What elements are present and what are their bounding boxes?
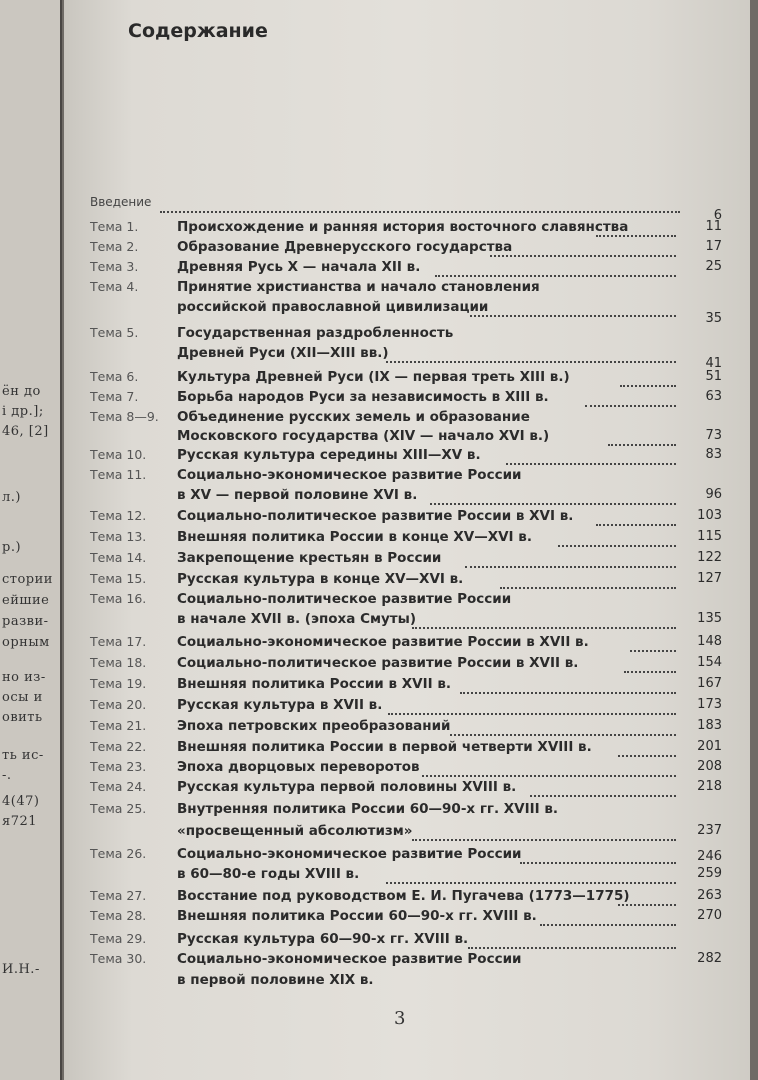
topic-title: Социально-экономическое развитие России: [177, 467, 522, 483]
toc-entry-continuation: [90, 487, 722, 505]
leader-dots: [388, 697, 676, 715]
topic-page: 41: [705, 356, 722, 371]
toc-entry: [90, 801, 722, 819]
toc-entry: [90, 951, 722, 969]
topic-title: Принятие христианства и начало становления: [177, 279, 540, 295]
page-title: Содержание: [128, 20, 268, 42]
prev-page-fragment: і др.];: [2, 404, 44, 419]
toc-entry-continuation: [90, 823, 722, 841]
prev-page-fragment: стории: [2, 572, 53, 587]
leader-dots: [596, 219, 676, 237]
topic-title: Внутренняя политика России 60—90-х гг. XVIII в.: [177, 801, 559, 817]
topic-number: Тема 4.: [90, 279, 139, 294]
topic-page: 51: [705, 369, 722, 384]
leader-dots: [630, 634, 676, 652]
topic-page-2: 259: [697, 866, 722, 881]
toc-entry-continuation: [90, 611, 722, 629]
leader-dots: [490, 239, 676, 257]
topic-title: Эпоха петровских преобразований: [177, 718, 451, 734]
leader-dots: [422, 759, 676, 777]
prev-page-fragment: орным: [2, 635, 50, 650]
topic-title: Борьба народов Руси за независимость в XIII в.: [177, 389, 549, 405]
topic-title: Внешняя политика России в первой четверти XVIII в.: [177, 739, 592, 755]
toc-entry: [90, 279, 722, 297]
toc-entry: [90, 389, 722, 407]
prev-page-fragment: ейшие: [2, 593, 50, 608]
topic-page: 35: [705, 311, 722, 326]
leader-dots: [558, 529, 676, 547]
prev-page-fragment: но из-: [2, 670, 46, 685]
intro-label: Введение: [90, 195, 152, 209]
topic-number: Тема 12.: [90, 508, 147, 523]
topic-number: Тема 27.: [90, 888, 147, 903]
topic-number: Тема 7.: [90, 389, 139, 404]
toc-entry: [90, 467, 722, 485]
topic-title: Русская культура в XVII в.: [177, 697, 383, 713]
toc-entry: [90, 697, 722, 715]
topic-page: 282: [697, 951, 722, 966]
topic-page: 135: [697, 611, 722, 626]
topic-number: Тема 24.: [90, 779, 147, 794]
leader-dots: [618, 888, 676, 906]
toc-entry: [90, 325, 722, 343]
toc-entry-continuation: [90, 972, 722, 990]
topic-number: Тема 15.: [90, 571, 147, 586]
topic-page: 183: [697, 718, 722, 733]
topic-title: Образование Древнерусского государства: [177, 239, 513, 255]
toc-entry-continuation: [90, 428, 722, 446]
toc-page-row: [90, 849, 722, 867]
leader-dots: [435, 259, 676, 277]
leader-dots: [620, 369, 676, 387]
leader-dots: [500, 571, 676, 589]
topic-number: Тема 29.: [90, 931, 147, 946]
previous-page-edge: [0, 0, 62, 1080]
leader-dots: [430, 487, 676, 505]
topic-title: Социально-политическое развитие России: [177, 591, 512, 607]
prev-page-fragment: р.): [2, 540, 22, 555]
topic-number: Тема 26.: [90, 846, 147, 861]
toc-entry: [90, 739, 722, 757]
toc-entry: [90, 219, 722, 237]
topic-number: Тема 10.: [90, 447, 147, 462]
leader-dots: [506, 447, 676, 465]
topic-title: Внешняя политика России 60—90-х гг. XVIII в.: [177, 908, 537, 924]
topic-title: Русская культура в конце XV—XVI в.: [177, 571, 464, 587]
leader-dots: [412, 823, 676, 841]
toc-entry: [90, 908, 722, 926]
topic-title: Эпоха дворцовых переворотов: [177, 759, 420, 775]
topic-page: 127: [697, 571, 722, 586]
topic-title-line2: в первой половине XIX в.: [177, 972, 374, 988]
toc-entry: [90, 529, 722, 547]
topic-title: Социально-политическое развитие России в XVI в.: [177, 508, 574, 524]
topic-number: Тема 25.: [90, 801, 147, 816]
topic-title: Культура Древней Руси (IX — первая треть XIII в.): [177, 369, 570, 385]
topic-number: Тема 3.: [90, 259, 139, 274]
toc-entry: [90, 676, 722, 694]
prev-page-fragment: 46, [2]: [2, 424, 49, 439]
topic-page: 237: [697, 823, 722, 838]
topic-title: Русская культура середины XIII—XV в.: [177, 447, 481, 463]
prev-page-fragment: ть ис-: [2, 748, 44, 763]
topic-number: Тема 22.: [90, 739, 147, 754]
topic-title-line2: Древней Руси (XII—XIII вв.): [177, 345, 389, 361]
topic-title: Древняя Русь X — начала XII в.: [177, 259, 421, 275]
topic-title: Закрепощение крестьян в России: [177, 550, 442, 566]
prev-page-fragment: разви-: [2, 614, 49, 629]
leader-dots: [608, 428, 676, 446]
toc-entry: [90, 409, 722, 427]
topic-title: Социально-политическое развитие России в XVII в.: [177, 655, 579, 671]
topic-page: 148: [697, 634, 722, 649]
topic-number: Тема 19.: [90, 676, 147, 691]
topic-title-line2: в XV — первой половине XVI в.: [177, 487, 418, 503]
toc-entry: [90, 759, 722, 777]
topic-page: 103: [697, 508, 722, 523]
topic-number: Тема 1.: [90, 219, 139, 234]
book-page: [64, 0, 750, 1080]
topic-title-line2: «просвещенный абсолютизм»: [177, 823, 413, 839]
topic-number: Тема 6.: [90, 369, 139, 384]
topic-page: 63: [705, 389, 722, 404]
topic-title-line2: в 60—80-е годы XVIII в.: [177, 866, 360, 882]
topic-page: 11: [705, 219, 722, 234]
toc-entry: [90, 591, 722, 609]
leader-dots: [530, 779, 676, 797]
topic-number: Тема 5.: [90, 325, 139, 340]
leader-dots: [465, 550, 676, 568]
topic-title: Объединение русских земель и образование: [177, 409, 530, 425]
toc-entry: [90, 239, 722, 257]
leader-dots: [460, 676, 676, 694]
toc-entry: [90, 508, 722, 526]
prev-page-fragment: осы и: [2, 690, 43, 705]
topic-title: Социально-экономическое развитие России в XVII в.: [177, 634, 589, 650]
topic-number: Тема 20.: [90, 697, 147, 712]
leader-dots: [585, 389, 676, 407]
topic-title-line2: Московского государства (XIV — начало XVI в.): [177, 428, 550, 444]
topic-title: Государственная раздробленность: [177, 325, 454, 341]
prev-page-fragment: ён до: [2, 384, 41, 399]
topic-page: 201: [697, 739, 722, 754]
toc-entry: [90, 779, 722, 797]
topic-title-line2: российской православной цивилизации: [177, 299, 489, 315]
prev-page-fragment: 4(47): [2, 794, 40, 809]
topic-number: Тема 28.: [90, 908, 147, 923]
toc-entry: [90, 259, 722, 277]
topic-page: 96: [705, 487, 722, 502]
topic-page: 83: [705, 447, 722, 462]
topic-number: Тема 13.: [90, 529, 147, 544]
leader-dots: [624, 655, 676, 673]
topic-page: 208: [697, 759, 722, 774]
toc-entry: [90, 718, 722, 736]
topic-title: Восстание под руководством Е. И. Пугачева (1773—1775): [177, 888, 630, 904]
leader-dots: [412, 611, 676, 629]
topic-page: 246: [697, 849, 722, 864]
topic-page: 17: [705, 239, 722, 254]
toc-entry: [90, 369, 722, 387]
leader-dots: [618, 739, 676, 757]
topic-page: 173: [697, 697, 722, 712]
toc-entry: [90, 447, 722, 465]
topic-number: Тема 14.: [90, 550, 147, 565]
topic-title: Русская культура 60—90-х гг. XVIII в.: [177, 931, 469, 947]
topic-title: Русская культура первой половины XVIII в.: [177, 779, 517, 795]
topic-page: 154: [697, 655, 722, 670]
topic-number: Тема 17.: [90, 634, 147, 649]
topic-title: Внешняя политика России в XVII в.: [177, 676, 451, 692]
topic-number: Тема 21.: [90, 718, 147, 733]
toc-entry: [90, 931, 722, 949]
toc-entry: [90, 571, 722, 589]
topic-title: Социально-экономическое развитие России: [177, 846, 522, 862]
topic-number: Тема 30.: [90, 951, 147, 966]
prev-page-fragment: -.: [2, 768, 12, 783]
prev-page-fragment: овить: [2, 710, 43, 725]
prev-page-fragment: я721: [2, 814, 38, 829]
toc-entry: [90, 550, 722, 568]
intro-page: 6: [713, 208, 722, 223]
topic-page: 270: [697, 908, 722, 923]
prev-page-fragment: л.): [2, 490, 21, 505]
topic-number: Тема 11.: [90, 467, 147, 482]
topic-number: Тема 18.: [90, 655, 147, 670]
topic-page: 25: [705, 259, 722, 274]
topic-page: 218: [697, 779, 722, 794]
topic-title: Внешняя политика России в конце XV—XVI в.: [177, 529, 532, 545]
topic-title: Социально-экономическое развитие России: [177, 951, 522, 967]
toc-entry: [90, 888, 722, 906]
page-number: 3: [394, 1008, 406, 1029]
topic-page: 167: [697, 676, 722, 691]
topic-number: Тема 16.: [90, 591, 147, 606]
leader-dots: [596, 508, 676, 526]
leader-dots: [540, 908, 676, 926]
topic-number: Тема 23.: [90, 759, 147, 774]
toc-entry: [90, 655, 722, 673]
leader-dots: [450, 718, 676, 736]
topic-page: 263: [697, 888, 722, 903]
topic-number: Тема 8—9.: [90, 409, 159, 424]
topic-title: Происхождение и ранняя история восточного славянства: [177, 219, 629, 235]
leader-dots: [386, 866, 676, 884]
topic-title-line2: в начале XVII в. (эпоха Смуты): [177, 611, 417, 627]
topic-page: 122: [697, 550, 722, 565]
topic-page: 73: [705, 428, 722, 443]
toc-entry-continuation: [90, 866, 722, 884]
topic-page: 115: [697, 529, 722, 544]
prev-page-fragment: И.Н.-: [2, 962, 40, 977]
topic-number: Тема 2.: [90, 239, 139, 254]
leader-dots: [468, 931, 676, 949]
toc-entry: [90, 634, 722, 652]
